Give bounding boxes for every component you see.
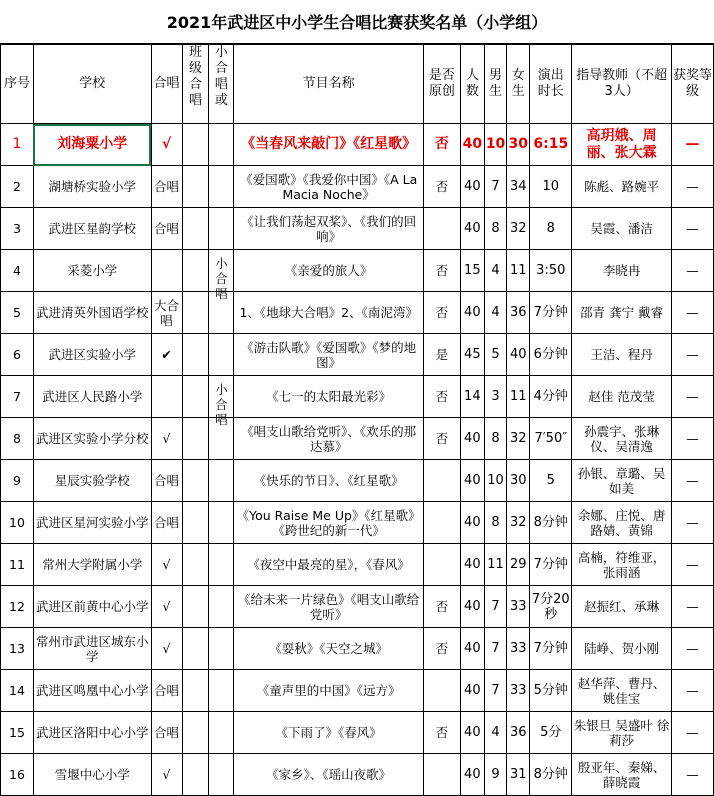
cell-original: 是	[423, 334, 460, 376]
cell-original	[423, 460, 460, 502]
cell-original	[423, 502, 460, 544]
cell-program: 《耍秋》《天空之城》	[234, 628, 424, 670]
cell-count: 40	[460, 754, 484, 796]
cell-original	[423, 544, 460, 586]
cell-count: 40	[460, 586, 484, 628]
cell-female: 32	[507, 208, 530, 250]
cell-school: 武进区人民路小学	[33, 376, 151, 418]
cell-class-chorus	[182, 334, 209, 376]
header-small-chorus: 小合唱或	[209, 45, 234, 124]
cell-teachers: 陆峥、贺小刚	[572, 628, 672, 670]
cell-school: 武进区前黄中心小学	[33, 586, 151, 628]
cell-original: 否	[423, 712, 460, 754]
cell-small-chorus	[209, 754, 234, 796]
cell-count: 40	[460, 418, 484, 460]
table-row	[1, 712, 714, 754]
cell-count: 40	[460, 208, 484, 250]
cell-award: —	[672, 712, 714, 754]
cell-class-chorus	[182, 502, 209, 544]
cell-small-chorus	[209, 586, 234, 628]
header-school: 学校	[33, 45, 151, 124]
cell-award: —	[672, 754, 714, 796]
cell-teachers: 吴霞、潘洁	[572, 208, 672, 250]
cell-female: 30	[507, 460, 530, 502]
cell-female: 11	[507, 376, 530, 418]
cell-count: 15	[460, 250, 484, 292]
cell-teachers: 邵青 龚宁 戴睿	[572, 292, 672, 334]
cell-duration: 7′50″	[530, 418, 572, 460]
cell-count: 40	[460, 670, 484, 712]
cell-duration: 5分	[530, 712, 572, 754]
cell-male: 7	[484, 670, 506, 712]
cell-count: 40	[460, 628, 484, 670]
cell-teachers: 殷亚年、秦娣、薛晓霞	[572, 754, 672, 796]
cell-small-chorus	[209, 628, 234, 670]
cell-count: 40	[460, 712, 484, 754]
cell-small-chorus	[209, 124, 234, 166]
cell-school: 常州市武进区城东小学	[33, 628, 151, 670]
header-male: 男生	[484, 45, 506, 124]
cell-teachers: 高楠，符维亚，张雨涵	[572, 544, 672, 586]
cell-chorus	[151, 376, 182, 418]
cell-female: 30	[507, 124, 530, 166]
cell-female: 33	[507, 670, 530, 712]
cell-female: 32	[507, 502, 530, 544]
cell-small-chorus	[209, 334, 234, 376]
table-row	[1, 502, 714, 544]
cell-male: 8	[484, 418, 506, 460]
table-row	[1, 334, 714, 376]
cell-small-chorus	[209, 460, 234, 502]
cell-duration: 7分20秒	[530, 586, 572, 628]
cell-duration: 4分钟	[530, 376, 572, 418]
cell-idx: 15	[1, 712, 34, 754]
cell-original: 否	[423, 586, 460, 628]
table-row	[1, 208, 714, 250]
cell-school: 常州大学附属小学	[33, 544, 151, 586]
cell-program: 《夜空中最亮的星》，《春风》	[234, 544, 424, 586]
cell-original	[423, 670, 460, 712]
cell-female: 40	[507, 334, 530, 376]
cell-small-chorus	[209, 208, 234, 250]
cell-program: 《童声里的中国》《远方》	[234, 670, 424, 712]
cell-award: —	[672, 376, 714, 418]
cell-program: 《家乡》、《瑶山夜歌》	[234, 754, 424, 796]
cell-school: 武进区洛阳中心小学	[33, 712, 151, 754]
cell-award: —	[672, 124, 714, 166]
cell-small-chorus	[209, 670, 234, 712]
cell-class-chorus	[182, 124, 209, 166]
cell-male: 7	[484, 628, 506, 670]
cell-program: 《快乐的节日》、《红星歌》	[234, 460, 424, 502]
cell-male: 11	[484, 544, 506, 586]
cell-program: 《让我们荡起双桨》、《我们的回响》	[234, 208, 424, 250]
cell-male: 10	[484, 460, 506, 502]
cell-duration: 7分钟	[530, 292, 572, 334]
cell-program: 《游击队歌》《爱国歌》《梦的地图》	[234, 334, 424, 376]
cell-idx: 10	[1, 502, 34, 544]
cell-count: 45	[460, 334, 484, 376]
cell-small-chorus	[209, 712, 234, 754]
clipped-text: 大合唱	[154, 297, 180, 328]
cell-idx: 5	[1, 292, 34, 334]
cell-idx: 3	[1, 208, 34, 250]
cell-idx: 1	[1, 124, 34, 166]
cell-female: 33	[507, 586, 530, 628]
cell-school: 武进区星韵学校	[33, 208, 151, 250]
cell-duration: 5分钟	[530, 670, 572, 712]
cell-teachers: 朱银旦 吴盛叶 徐莉莎	[572, 712, 672, 754]
cell-female: 29	[507, 544, 530, 586]
cell-male: 8	[484, 208, 506, 250]
cell-idx: 12	[1, 586, 34, 628]
cell-chorus: √	[151, 544, 182, 586]
cell-idx: 7	[1, 376, 34, 418]
cell-school: 武进区实验小学分校	[33, 418, 151, 460]
cell-teachers: 赵华萍、曹丹、姚佳宝	[572, 670, 672, 712]
cell-original: 否	[423, 418, 460, 460]
cell-class-chorus	[182, 250, 209, 292]
cell-idx: 2	[1, 166, 34, 208]
cell-original: 否	[423, 292, 460, 334]
table-row	[1, 376, 714, 418]
cell-program: 《You Raise Me Up》《红星歌》《跨世纪的新一代》	[234, 502, 424, 544]
cell-chorus: 合唱	[151, 166, 182, 208]
cell-chorus: √	[151, 586, 182, 628]
cell-original: 否	[423, 376, 460, 418]
cell-chorus: 合唱	[151, 670, 182, 712]
cell-female: 34	[507, 166, 530, 208]
header-class-chorus: 班级合唱	[182, 45, 209, 124]
cell-class-chorus	[182, 292, 209, 334]
header-original: 是否原创	[423, 45, 460, 124]
cell-duration: 8	[530, 208, 572, 250]
cell-female: 36	[507, 292, 530, 334]
cell-idx: 16	[1, 754, 34, 796]
cell-duration: 3:50	[530, 250, 572, 292]
cell-award: —	[672, 586, 714, 628]
cell-idx: 4	[1, 250, 34, 292]
cell-chorus: √	[151, 418, 182, 460]
cell-original	[423, 208, 460, 250]
cell-class-chorus	[182, 166, 209, 208]
cell-male: 4	[484, 712, 506, 754]
cell-idx: 13	[1, 628, 34, 670]
header-count: 人数	[460, 45, 484, 124]
cell-duration: 6分钟	[530, 334, 572, 376]
cell-program: 《当春风来敲门》《红星歌》	[234, 124, 424, 166]
cell-duration: 5	[530, 460, 572, 502]
table-row	[1, 628, 714, 670]
cell-class-chorus	[182, 586, 209, 628]
cell-male: 9	[484, 754, 506, 796]
cell-award: —	[672, 334, 714, 376]
table-row	[1, 586, 714, 628]
cell-teachers: 赵振红、承琳	[572, 586, 672, 628]
table-row	[1, 754, 714, 796]
header-duration: 演出时长	[530, 45, 572, 124]
cell-small-chorus	[209, 502, 234, 544]
cell-teachers: 孙银、章璐、吴如美	[572, 460, 672, 502]
header-program: 节目名称	[234, 45, 424, 124]
cell-idx: 9	[1, 460, 34, 502]
cell-award: —	[672, 670, 714, 712]
cell-award: —	[672, 460, 714, 502]
cell-male: 3	[484, 376, 506, 418]
cell-school: 武进区星河实验小学	[33, 502, 151, 544]
cell-duration: 7分钟	[530, 544, 572, 586]
cell-small-chorus	[209, 166, 234, 208]
cell-female: 33	[507, 628, 530, 670]
cell-original: 否	[423, 628, 460, 670]
cell-award: —	[672, 628, 714, 670]
cell-male: 4	[484, 250, 506, 292]
cell-chorus: 合唱	[151, 502, 182, 544]
cell-class-chorus	[182, 460, 209, 502]
sheet-title: 2021年武进区中小学生合唱比赛获奖名单（小学组）	[0, 0, 714, 44]
cell-chorus: √	[151, 754, 182, 796]
cell-school: 星辰实验学校	[33, 460, 151, 502]
cell-class-chorus	[182, 628, 209, 670]
cell-count: 40	[460, 460, 484, 502]
clipped-text: 小合唱	[215, 381, 228, 427]
header-chorus: 合唱	[151, 45, 182, 124]
cell-school: 武进区实验小学	[33, 334, 151, 376]
table-row	[1, 460, 714, 502]
cell-chorus	[151, 250, 182, 292]
cell-teachers: 李晓冉	[572, 250, 672, 292]
cell-award: —	[672, 292, 714, 334]
cell-award: —	[672, 166, 714, 208]
award-table	[0, 44, 714, 796]
header-award: 获奖等级	[672, 45, 714, 124]
table-row	[1, 166, 714, 208]
cell-male: 4	[484, 292, 506, 334]
cell-program: 《七一的太阳最光彩》	[234, 376, 424, 418]
cell-school: 雪堰中心小学	[33, 754, 151, 796]
cell-duration: 8分钟	[530, 754, 572, 796]
table-row	[1, 250, 714, 292]
cell-class-chorus	[182, 544, 209, 586]
cell-program: 《唱支山歌给党听》、《欢乐的那达慕》	[234, 418, 424, 460]
cell-female: 11	[507, 250, 530, 292]
cell-small-chorus	[209, 376, 234, 427]
header-idx: 序号	[1, 45, 34, 124]
cell-school: 采菱小学	[33, 250, 151, 292]
cell-idx: 6	[1, 334, 34, 376]
cell-school: 武进区鸣凰中心小学	[33, 670, 151, 712]
clipped-text: 小合唱	[215, 255, 228, 301]
cell-program: 1、《地球大合唱》2、《南泥湾》	[234, 292, 424, 334]
cell-original	[423, 754, 460, 796]
cell-count: 40	[460, 166, 484, 208]
cell-duration: 8分钟	[530, 502, 572, 544]
cell-count: 14	[460, 376, 484, 418]
cell-male: 7	[484, 586, 506, 628]
cell-award: —	[672, 208, 714, 250]
cell-idx: 8	[1, 418, 34, 460]
cell-teachers: 赵佳 范茂莹	[572, 376, 672, 418]
cell-award: —	[672, 544, 714, 586]
cell-count: 40	[460, 292, 484, 334]
cell-idx: 11	[1, 544, 34, 586]
cell-award: —	[672, 250, 714, 292]
cell-original: 否	[423, 250, 460, 292]
cell-count: 40	[460, 544, 484, 586]
cell-class-chorus	[182, 418, 209, 460]
cell-count: 40	[460, 124, 484, 166]
table-row	[1, 418, 714, 460]
cell-school[interactable]: 刘海粟小学	[33, 124, 151, 166]
cell-small-chorus	[209, 544, 234, 586]
cell-teachers: 陈彪、路婉平	[572, 166, 672, 208]
cell-class-chorus	[182, 712, 209, 754]
cell-male: 7	[484, 166, 506, 208]
cell-idx: 14	[1, 670, 34, 712]
cell-male: 8	[484, 502, 506, 544]
table-row	[1, 292, 714, 334]
cell-teachers: 孙震宇、张琳仪、吴清逸	[572, 418, 672, 460]
cell-chorus: √	[151, 628, 182, 670]
cell-award: —	[672, 502, 714, 544]
cell-class-chorus	[182, 376, 209, 418]
cell-teachers: 高玥娥、周丽、张大霖	[572, 124, 672, 166]
cell-chorus: √	[151, 124, 182, 166]
header-female: 女生	[507, 45, 530, 124]
cell-class-chorus	[182, 670, 209, 712]
cell-school: 武进清英外国语学校	[33, 292, 151, 334]
cell-duration: 6:15	[530, 124, 572, 166]
cell-teachers: 余娜、庄悦、唐路婧、黄锦	[572, 502, 672, 544]
cell-female: 32	[507, 418, 530, 460]
cell-duration: 10	[530, 166, 572, 208]
cell-female: 31	[507, 754, 530, 796]
cell-program: 《给未来一片绿色》《唱支山歌给党听》	[234, 586, 424, 628]
table-row	[1, 544, 714, 586]
cell-school: 湖塘桥实验小学	[33, 166, 151, 208]
cell-teachers: 王洁、程丹	[572, 334, 672, 376]
cell-chorus: 合唱	[151, 712, 182, 754]
cell-chorus	[151, 292, 182, 334]
cell-female: 36	[507, 712, 530, 754]
cell-program: 《下雨了》《春风》	[234, 712, 424, 754]
cell-program: 《爱国歌》《我爱你中国》《A La Macia Noche》	[234, 166, 424, 208]
table-row	[1, 124, 714, 166]
header-row	[1, 45, 714, 124]
cell-program: 《亲爱的旅人》	[234, 250, 424, 292]
cell-original: 否	[423, 166, 460, 208]
cell-class-chorus	[182, 754, 209, 796]
cell-original: 否	[423, 124, 460, 166]
cell-male: 5	[484, 334, 506, 376]
cell-award: —	[672, 418, 714, 460]
cell-chorus: ✔	[151, 334, 182, 376]
table-row	[1, 670, 714, 712]
cell-chorus: 合唱	[151, 460, 182, 502]
cell-duration: 7分钟	[530, 628, 572, 670]
cell-count: 40	[460, 502, 484, 544]
header-teachers: 指导教师（不超3人）	[572, 45, 672, 124]
cell-class-chorus	[182, 208, 209, 250]
cell-small-chorus	[209, 250, 234, 301]
cell-male: 10	[484, 124, 506, 166]
cell-chorus: 合唱	[151, 208, 182, 250]
